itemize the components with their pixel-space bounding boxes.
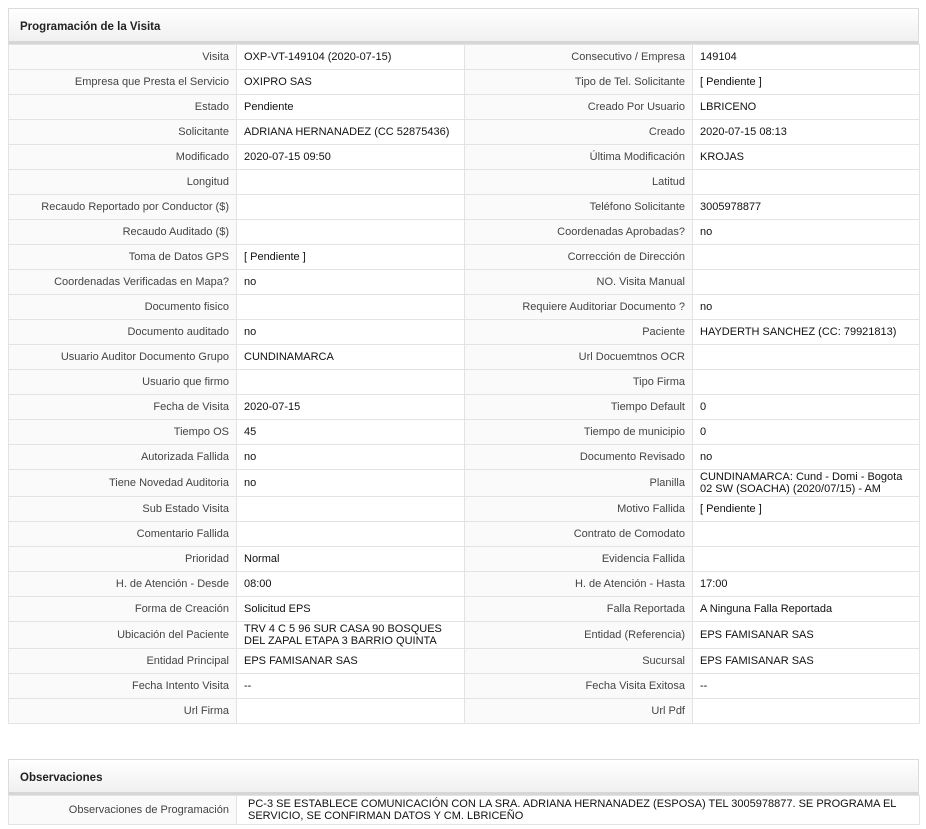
field-label: Latitud bbox=[465, 170, 693, 195]
field-label: Falla Reportada bbox=[465, 597, 693, 622]
table-row bbox=[9, 120, 920, 145]
field-value bbox=[693, 345, 920, 370]
field-label: Evidencia Fallida bbox=[465, 547, 693, 572]
table-row bbox=[9, 345, 920, 370]
observaciones-panel bbox=[8, 759, 919, 825]
observations-table bbox=[8, 795, 920, 825]
table-row bbox=[9, 699, 920, 724]
field-value: 2020-07-15 08:13 bbox=[693, 120, 920, 145]
field-label: NO. Visita Manual bbox=[465, 270, 693, 295]
field-value: OXP-VT-149104 (2020-07-15) bbox=[237, 45, 465, 70]
field-label: Coordenadas Verificadas en Mapa? bbox=[9, 270, 237, 295]
field-value bbox=[237, 295, 465, 320]
table-row bbox=[9, 70, 920, 95]
field-label: Estado bbox=[9, 95, 237, 120]
table-row bbox=[9, 572, 920, 597]
field-value: no bbox=[237, 320, 465, 345]
table-row bbox=[9, 295, 920, 320]
visit-details-table bbox=[8, 44, 920, 724]
field-label: Planilla bbox=[465, 470, 693, 497]
field-label: Fecha Visita Exitosa bbox=[465, 674, 693, 699]
field-value bbox=[693, 370, 920, 395]
field-value bbox=[237, 522, 465, 547]
table-row bbox=[9, 145, 920, 170]
field-value: 0 bbox=[693, 420, 920, 445]
field-label: Fecha Intento Visita bbox=[9, 674, 237, 699]
field-label: Url Pdf bbox=[465, 699, 693, 724]
table-row bbox=[9, 649, 920, 674]
field-label: Tiempo de municipio bbox=[465, 420, 693, 445]
field-value: 2020-07-15 09:50 bbox=[237, 145, 465, 170]
field-value: no bbox=[237, 270, 465, 295]
field-label: Sucursal bbox=[465, 649, 693, 674]
field-value bbox=[693, 245, 920, 270]
field-label: Longitud bbox=[9, 170, 237, 195]
field-label: Sub Estado Visita bbox=[9, 497, 237, 522]
field-value: 0 bbox=[693, 395, 920, 420]
field-label: Documento fisico bbox=[9, 295, 237, 320]
field-value bbox=[693, 270, 920, 295]
field-label: Documento Revisado bbox=[465, 445, 693, 470]
field-label: Prioridad bbox=[9, 547, 237, 572]
field-value bbox=[693, 547, 920, 572]
field-value: [ Pendiente ] bbox=[693, 70, 920, 95]
field-label: Visita bbox=[9, 45, 237, 70]
field-label: Motivo Fallida bbox=[465, 497, 693, 522]
field-label: Url Firma bbox=[9, 699, 237, 724]
field-label: Consecutivo / Empresa bbox=[465, 45, 693, 70]
field-label: Corrección de Dirección bbox=[465, 245, 693, 270]
field-value: 2020-07-15 bbox=[237, 395, 465, 420]
field-value: -- bbox=[237, 674, 465, 699]
field-label: Toma de Datos GPS bbox=[9, 245, 237, 270]
field-label: Entidad Principal bbox=[9, 649, 237, 674]
field-value bbox=[237, 497, 465, 522]
table-row bbox=[9, 497, 920, 522]
field-label: Tiempo OS bbox=[9, 420, 237, 445]
field-value: LBRICENO bbox=[693, 95, 920, 120]
field-label: Última Modificación bbox=[465, 145, 693, 170]
field-value: -- bbox=[693, 674, 920, 699]
table-row bbox=[9, 270, 920, 295]
panel-title: Observaciones bbox=[8, 759, 919, 795]
field-label: H. de Atención - Desde bbox=[9, 572, 237, 597]
field-label: Observaciones de Programación bbox=[9, 796, 237, 825]
field-value bbox=[693, 170, 920, 195]
table-row bbox=[9, 220, 920, 245]
field-label: Tipo de Tel. Solicitante bbox=[465, 70, 693, 95]
table-row bbox=[9, 522, 920, 547]
field-label: Autorizada Fallida bbox=[9, 445, 237, 470]
table-row bbox=[9, 470, 920, 497]
field-label: Creado Por Usuario bbox=[465, 95, 693, 120]
table-row bbox=[9, 170, 920, 195]
field-label: Contrato de Comodato bbox=[465, 522, 693, 547]
table-row bbox=[9, 597, 920, 622]
field-value: TRV 4 C 5 96 SUR CASA 90 BOSQUES DEL ZAPAL ETAPA 3 BARRIO QUINTA bbox=[237, 622, 465, 649]
field-value: [ Pendiente ] bbox=[693, 497, 920, 522]
field-value: HAYDERTH SANCHEZ (CC: 79921813) bbox=[693, 320, 920, 345]
field-value: no bbox=[237, 445, 465, 470]
table-row bbox=[9, 445, 920, 470]
field-value: CUNDINAMARCA: Cund - Domi - Bogota 02 SW (SOACHA) (2020/07/15) - AM bbox=[693, 470, 920, 497]
field-value bbox=[693, 522, 920, 547]
field-value: EPS FAMISANAR SAS bbox=[237, 649, 465, 674]
field-value: 08:00 bbox=[237, 572, 465, 597]
field-label: Comentario Fallida bbox=[9, 522, 237, 547]
table-row bbox=[9, 547, 920, 572]
field-value: EPS FAMISANAR SAS bbox=[693, 649, 920, 674]
field-label: Tiempo Default bbox=[465, 395, 693, 420]
table-row bbox=[9, 320, 920, 345]
field-label: Usuario Auditor Documento Grupo bbox=[9, 345, 237, 370]
field-value: KROJAS bbox=[693, 145, 920, 170]
field-value: PC-3 SE ESTABLECE COMUNICACIÓN CON LA SRA. ADRIANA HERNANADEZ (ESPOSA) TEL 3005978877. SE PROGRAMA EL SERVICIO, SE CONFIRMAN DATOS Y CM. LBRICEÑO bbox=[237, 796, 920, 825]
field-label: Documento auditado bbox=[9, 320, 237, 345]
table-row bbox=[9, 45, 920, 70]
field-label: Tiene Novedad Auditoria bbox=[9, 470, 237, 497]
field-value bbox=[237, 195, 465, 220]
field-label: Modificado bbox=[9, 145, 237, 170]
field-value: 45 bbox=[237, 420, 465, 445]
field-label: Recaudo Reportado por Conductor ($) bbox=[9, 195, 237, 220]
field-value: 149104 bbox=[693, 45, 920, 70]
field-label: Creado bbox=[465, 120, 693, 145]
field-value bbox=[237, 170, 465, 195]
field-label: Solicitante bbox=[9, 120, 237, 145]
field-label: Empresa que Presta el Servicio bbox=[9, 70, 237, 95]
field-label: Coordenadas Aprobadas? bbox=[465, 220, 693, 245]
field-label: Tipo Firma bbox=[465, 370, 693, 395]
field-value: no bbox=[693, 445, 920, 470]
field-label: Recaudo Auditado ($) bbox=[9, 220, 237, 245]
field-value: EPS FAMISANAR SAS bbox=[693, 622, 920, 649]
field-value bbox=[693, 699, 920, 724]
programacion-panel bbox=[8, 8, 919, 724]
field-value: 3005978877 bbox=[693, 195, 920, 220]
table-row bbox=[9, 245, 920, 270]
table-row bbox=[9, 622, 920, 649]
field-label: Usuario que firmo bbox=[9, 370, 237, 395]
field-label: Entidad (Referencia) bbox=[465, 622, 693, 649]
field-value: no bbox=[237, 470, 465, 497]
field-value bbox=[237, 699, 465, 724]
table-row bbox=[9, 95, 920, 120]
field-value: Normal bbox=[237, 547, 465, 572]
field-label: Ubicación del Paciente bbox=[9, 622, 237, 649]
field-value: Solicitud EPS bbox=[237, 597, 465, 622]
panel-title: Programación de la Visita bbox=[8, 8, 919, 44]
table-row bbox=[9, 420, 920, 445]
field-value: no bbox=[693, 295, 920, 320]
field-label: Paciente bbox=[465, 320, 693, 345]
field-label: Fecha de Visita bbox=[9, 395, 237, 420]
table-row bbox=[9, 370, 920, 395]
field-value: [ Pendiente ] bbox=[237, 245, 465, 270]
field-value bbox=[237, 370, 465, 395]
field-value: CUNDINAMARCA bbox=[237, 345, 465, 370]
field-value: OXIPRO SAS bbox=[237, 70, 465, 95]
table-row bbox=[9, 195, 920, 220]
field-value: no bbox=[693, 220, 920, 245]
field-label: Forma de Creación bbox=[9, 597, 237, 622]
table-row bbox=[9, 796, 920, 825]
field-value: ADRIANA HERNANADEZ (CC 52875436) bbox=[237, 120, 465, 145]
field-label: H. de Atención - Hasta bbox=[465, 572, 693, 597]
field-label: Requiere Auditoriar Documento ? bbox=[465, 295, 693, 320]
field-value bbox=[237, 220, 465, 245]
table-row bbox=[9, 674, 920, 699]
field-value: Pendiente bbox=[237, 95, 465, 120]
field-value: 17:00 bbox=[693, 572, 920, 597]
field-label: Teléfono Solicitante bbox=[465, 195, 693, 220]
field-value: A Ninguna Falla Reportada bbox=[693, 597, 920, 622]
table-row bbox=[9, 395, 920, 420]
field-label: Url Docuemtnos OCR bbox=[465, 345, 693, 370]
